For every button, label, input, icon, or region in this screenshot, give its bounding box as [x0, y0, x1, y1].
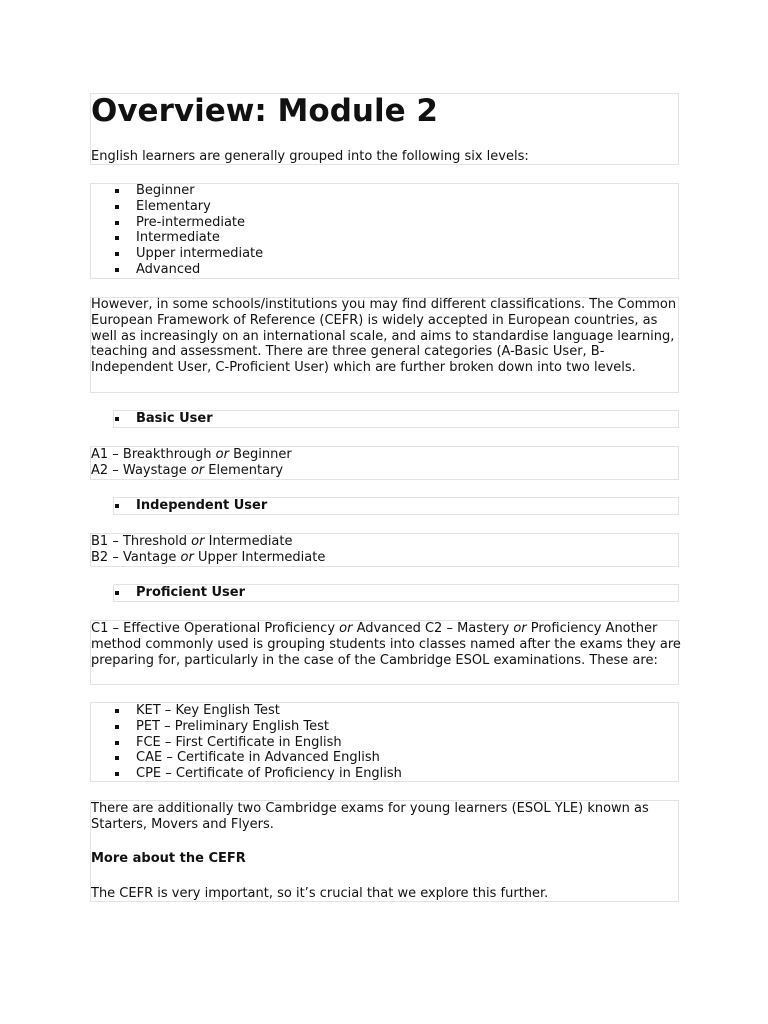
list-item: CPE – Certificate of Proficiency in English: [91, 766, 402, 782]
basic-levels: [91, 447, 681, 479]
level-a1: A1 – Breakthrough or Beginner: [91, 447, 292, 462]
independent-user-label: Independent User: [136, 498, 268, 513]
list-item: KET – Key English Test: [91, 703, 402, 719]
more-about-cefr-heading: More about the CEFR: [91, 851, 246, 866]
list-item: CAE – Certificate in Advanced English: [91, 750, 402, 766]
intro-text: English learners are generally grouped into the following six levels:: [91, 149, 529, 164]
level-b2: B2 – Vantage or Upper Intermediate: [91, 549, 326, 565]
list-item: Pre-intermediate: [91, 215, 263, 231]
closing-text: The CEFR is very important, so it’s crucial that we explore this further.: [91, 886, 549, 901]
level-b1: B1 – Threshold or Intermediate: [91, 534, 293, 549]
list-item: Upper intermediate: [91, 246, 263, 262]
list-item: Advanced: [91, 262, 263, 278]
basic-user-label: Basic User: [136, 411, 213, 426]
independent-levels: [91, 534, 681, 566]
list-item: PET – Preliminary English Test: [91, 719, 402, 735]
proficient-paragraph: C1 – Effective Operational Proficiency or Advanced C2 – Mastery or Proficiency Another method commonly used is grouping students into classes named after the exams they are preparing for, particularly in the case of the Cambridge ESOL examinations. These are:: [91, 621, 681, 668]
exams-list: [91, 703, 402, 782]
proficient-user-label: Proficient User: [136, 585, 246, 600]
yle-paragraph: There are additionally two Cambridge exams for young learners (ESOL YLE) known as Starters, Movers and Flyers.: [91, 801, 649, 832]
bullet-icon: [115, 591, 119, 595]
list-item: Elementary: [91, 199, 263, 215]
cefr-paragraph: However, in some schools/institutions you may find different classifications. The Common European Framework of Reference (CEFR) is widely accepted in European countries, as well as increasingly on an international scale, and aims to standardise language learning, teaching and assessment. There are three general categories (A-Basic User, B-Independent User, C-Proficient User) which are further broken down into two levels.: [91, 297, 677, 376]
levels-list: [91, 183, 263, 278]
page-title: Overview: Module 2: [91, 93, 438, 129]
bullet-icon: [115, 504, 119, 508]
list-item: Beginner: [91, 183, 263, 199]
list-item: FCE – First Certificate in English: [91, 735, 402, 751]
level-a2: A2 – Waystage or Elementary: [91, 462, 284, 478]
bullet-icon: [115, 417, 119, 421]
list-item: Intermediate: [91, 230, 263, 246]
